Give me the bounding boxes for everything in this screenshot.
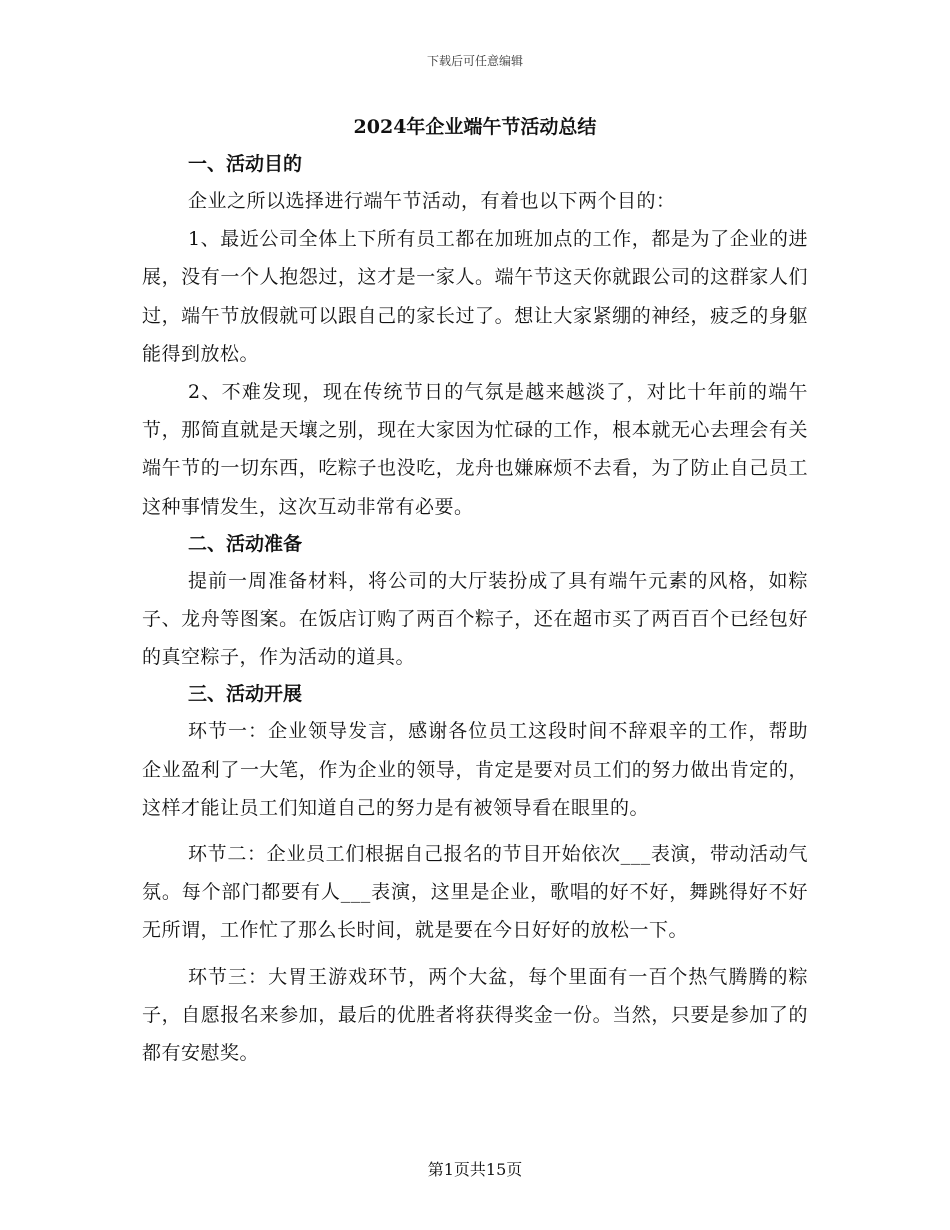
header-note: 下载后可任意编辑 xyxy=(426,54,523,68)
section-heading-purpose: 一、活动目的 xyxy=(188,153,303,175)
paragraph: 企业之所以选择进行端午节活动，有着也以下两个目的： xyxy=(188,190,676,212)
page-number-footer: 第1页共15页 xyxy=(427,1160,523,1179)
paragraph: 1、最近公司全体上下所有员工都在加班加点的工作，都是为了企业的进展，没有一个人抱怨过，这才是一家人。端午节这天你就跟公司的这群家人们过，端午节放假就可以跟自己的家长过了。想让大家紧绷的神经，疲乏的身躯能得到放松。 xyxy=(142,228,808,365)
paragraph: 环节一：企业领导发言，感谢各位员工这段时间不辞艰辛的工作，帮助企业盈利了一大笔，作为企业的领导，肯定是要对员工们的努力做出肯定的，这样才能让员工们知道自己的努力是有被领导看在眼里的。 xyxy=(142,720,808,819)
document-title: 2024年企业端午节活动总结 xyxy=(353,116,597,138)
paragraph: 提前一周准备材料，将公司的大厅装扮成了具有端午元素的风格，如粽子、龙舟等图案。在饭店订购了两百个粽子，还在超市买了两百百个已经包好的真空粽子，作为活动的道具。 xyxy=(142,569,808,669)
document-body xyxy=(142,112,808,1072)
section-heading-preparation: 二、活动准备 xyxy=(188,532,303,555)
paragraph: 2、不难发现，现在传统节日的气氛是越来越淡了，对比十年前的端午节，那简直就是天壤之别，现在大家因为忙碌的工作，根本就无心去理会有关端午节的一切东西，吃粽子也没吃，龙舟也嫌麻烦不去看，为了防止自己员工这种事情发生，这次互动非常有必要。 xyxy=(142,381,808,518)
paragraph: 环节三：大胃王游戏环节，两个大盆，每个里面有一百个热气腾腾的粽子，自愿报名来参加，最后的优胜者将获得奖金一份。当然，只要是参加了的都有安慰奖。 xyxy=(142,965,808,1065)
paragraph: 环节二：企业员工们根据自己报名的节目开始依次___表演，带动活动气氛。每个部门都要有人___表演，这里是企业，歌唱的好不好，舞跳得好不好无所谓，工作忙了那么长时间，就是要在今日好好的放松一下。 xyxy=(142,843,808,942)
section-heading-activities: 三、活动开展 xyxy=(188,683,303,706)
